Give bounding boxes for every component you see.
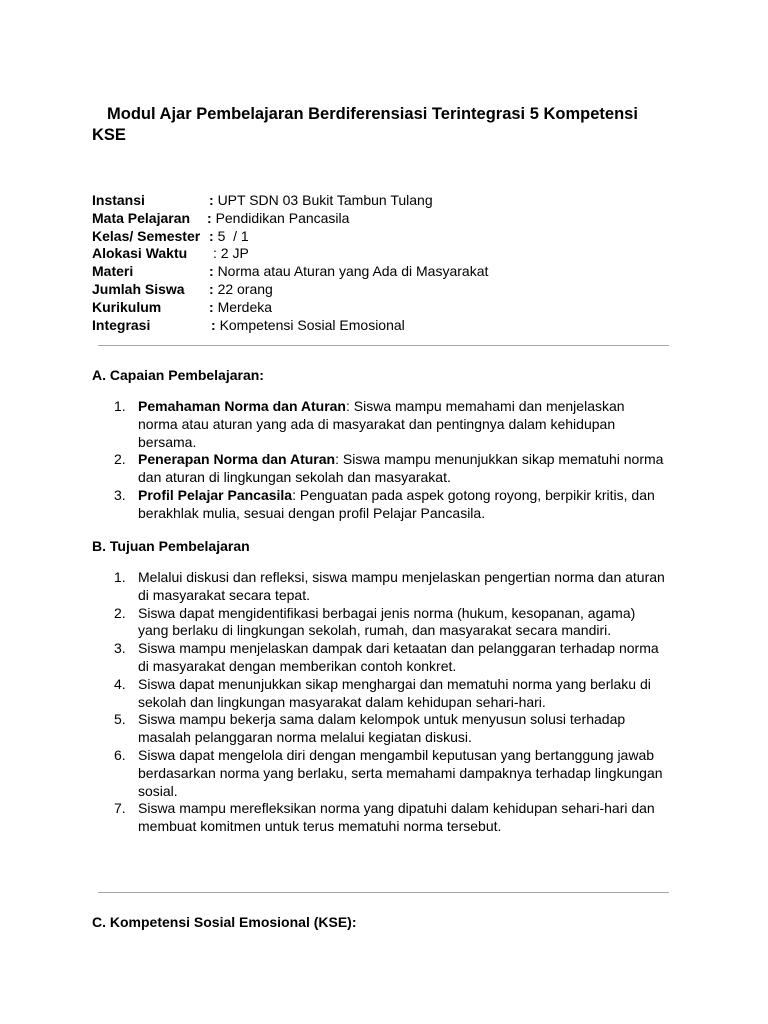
list-item: 5. Siswa mampu bekerja sama dalam kelompok untuk menyusun solusi terhadap masalah pelanggaran norma melalui kegiatan diskusi.: [114, 711, 626, 746]
list-item: 6. Siswa dapat mengelola diri dengan mengambil keputusan yang bertanggung jawab berdasarkan norma yang berlaku, serta memahami dampaknya terhadap lingkungan sosial.: [114, 746, 663, 799]
info-label: Alokasi Waktu: [92, 245, 188, 262]
info-label: Instansi: [92, 192, 145, 208]
section-a-heading: A. Capaian Pembelajaran:: [92, 367, 264, 383]
section-b-heading: B. Tujuan Pembelajaran: [92, 538, 250, 554]
info-value: : Pendidikan Pancasila: [207, 209, 350, 226]
info-label: Materi: [92, 263, 134, 280]
section-a-list: [92, 398, 682, 523]
info-label: Integrasi: [92, 316, 151, 333]
divider-line: [98, 892, 669, 893]
list-item: 2. Siswa dapat mengidentifikasi berbagai jenis norma (hukum, kesopanan, agama) yang berlaku di lingkungan sekolah, rumah, dan masyarakat secara mandiri.: [114, 604, 636, 639]
document-title: [92, 104, 672, 146]
info-value: : UPT SDN 03 Bukit Tambun Tulang: [209, 192, 433, 208]
info-value: : 2 JP: [213, 245, 249, 262]
list-item: 4. Siswa dapat menunjukkan sikap menghargai dan mematuhi norma yang berlaku di sekolah dan lingkungan masyarakat dalam kehidupan sehari-hari.: [114, 675, 651, 710]
list-item: 2. Penerapan Norma dan Aturan: Siswa mampu menunjukkan sikap mematuhi norma dan aturan di lingkungan sekolah dan masyarakat.: [114, 451, 664, 486]
section-b-list: [92, 569, 682, 836]
list-item: 7. Siswa mampu merefleksikan norma yang dipatuhi dalam kehidupan sehari-hari dan membuat komitmen untuk terus mematuhi norma tersebut.: [114, 800, 655, 835]
divider-line: [98, 345, 669, 346]
list-item: 3. Profil Pelajar Pancasila: Penguatan pada aspek gotong royong, berpikir kritis, dan berakhlak mulia, sesuai dengan profil Pelajar Pancasila.: [114, 486, 655, 521]
info-value: : 5 / 1: [209, 227, 249, 244]
info-label: Kelas/ Semester: [92, 227, 201, 244]
document-title-line1: Modul Ajar Pembelajaran Berdiferensiasi Terintegrasi 5 Kompetensi: [107, 105, 638, 123]
list-item: 3. Siswa mampu menjelaskan dampak dari ketaatan dan pelanggaran terhadap norma di masyarakat dengan memberikan contoh konkret.: [114, 640, 659, 674]
info-label: Jumlah Siswa: [92, 280, 185, 297]
section-c-heading: C. Kompetensi Sosial Emosional (KSE):: [92, 914, 357, 930]
document-title-line2: KSE: [92, 126, 126, 144]
list-item: 1. Melalui diskusi dan refleksi, siswa mampu menjelaskan pengertian norma dan aturan di masyarakat secara tepat.: [114, 569, 665, 603]
info-label: Mata Pelajaran: [92, 209, 191, 226]
info-value: : Norma atau Aturan yang Ada di Masyarakat: [209, 263, 489, 280]
info-label: Kurikulum: [92, 298, 162, 315]
info-value: : Merdeka: [209, 298, 273, 315]
list-item: 1. Pemahaman Norma dan Aturan: Siswa mampu memahami dan menjelaskan norma atau aturan yang ada di masyarakat dan pentingnya dalam kehidupan bersama.: [114, 398, 625, 450]
info-value: : Kompetensi Sosial Emosional: [211, 316, 405, 333]
info-value: : 22 orang: [209, 280, 273, 297]
